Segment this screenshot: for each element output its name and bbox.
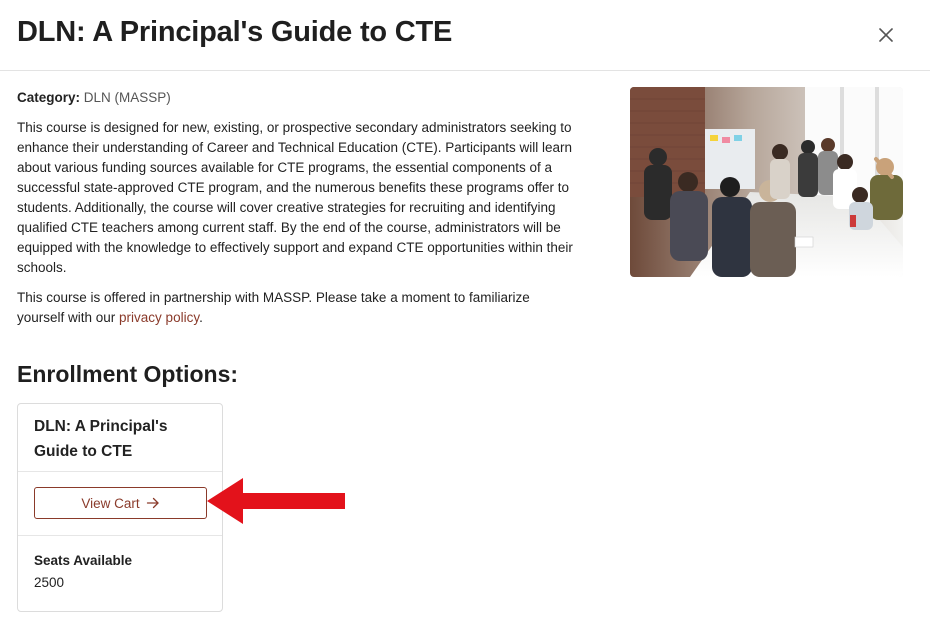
course-description: This course is designed for new, existing, or prospective secondary administrators seeking to enhance their understanding of Career and Technical Education (CTE). Participants will learn about various funding sources available for CTE programs, the essential components of a successful state-approved CTE program, and the numerous benefits these programs offer to students. Additionally, the course will cover creative strategies for recruiting and identifying qualified CTE teachers among current staff. By the end of the course, administrators will be equipped with the knowledge to effectively support and expand CTE opportunities within their schools.: [17, 120, 573, 275]
partnership-end: .: [199, 310, 203, 325]
close-icon: [871, 20, 901, 50]
modal-title: DLN: A Principal's Guide to CTE: [17, 16, 453, 48]
course-photo: [630, 87, 903, 277]
view-cart-button[interactable]: [34, 487, 207, 519]
arrow-right-icon: [146, 496, 160, 510]
privacy-policy-link[interactable]: privacy policy: [119, 310, 200, 325]
category-label: Category:: [17, 90, 81, 105]
enrollment-heading: Enrollment Options:: [17, 361, 239, 387]
category-value: DLN (MASSP): [83, 90, 171, 105]
card-divider: [18, 535, 222, 536]
close-button[interactable]: [871, 20, 901, 50]
category-line: [17, 90, 171, 105]
enrollment-option-title: DLN: A Principal's Guide to CTE: [34, 418, 168, 460]
annotation-arrow-icon: [205, 476, 347, 526]
enrollment-option-card: [17, 403, 223, 612]
seats-available-value: 2500: [34, 575, 65, 590]
partnership-note: [17, 288, 577, 328]
card-divider: [18, 471, 222, 472]
seats-available-label: Seats Available: [34, 553, 133, 568]
partnership-text: This course is offered in partnership with MASSP. Please take a moment to familiarize yourself with our: [17, 290, 530, 325]
view-cart-label: View Cart: [81, 495, 140, 511]
modal-header: [0, 0, 930, 71]
